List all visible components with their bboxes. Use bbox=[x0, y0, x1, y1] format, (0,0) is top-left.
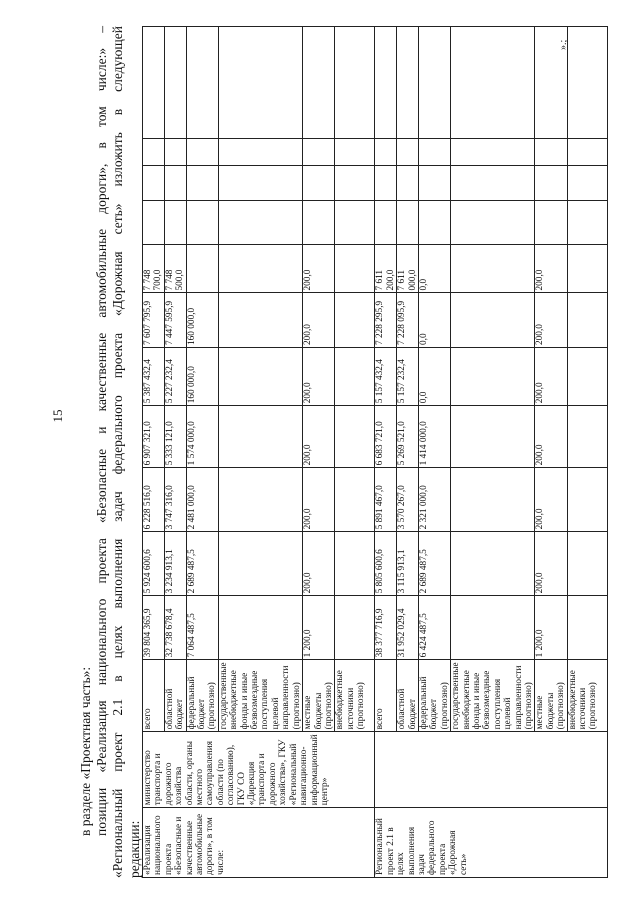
amount-cell: 1 414 000,0 bbox=[418, 406, 450, 468]
intro-text bbox=[78, 26, 143, 878]
amount-cell: 5 269 521,0 bbox=[397, 406, 419, 468]
amount-cell bbox=[567, 406, 607, 468]
amount-cell: 5 891 467,0 bbox=[375, 468, 397, 532]
intro-line-1: в разделе «Проектная часть»: bbox=[78, 666, 93, 836]
amount-cell bbox=[218, 347, 302, 405]
amount-cell bbox=[335, 406, 375, 468]
program-name-cell: «Реализация национального проекта «Безопасные и качественные автомобильные дороги», в том числе: bbox=[143, 808, 375, 878]
funding-source-cell: областной бюджет bbox=[397, 660, 419, 732]
empty-cell bbox=[535, 166, 567, 200]
empty-cell bbox=[186, 200, 218, 244]
empty-cell bbox=[335, 27, 375, 139]
empty-cell bbox=[218, 139, 302, 166]
amount-cell bbox=[451, 596, 535, 660]
empty-cell bbox=[143, 27, 165, 139]
empty-cell bbox=[303, 200, 335, 244]
funding-source-cell: федеральный бюджет (прогнозно) bbox=[186, 660, 218, 732]
funding-source-cell: местные бюджеты (прогнозно) bbox=[303, 660, 335, 732]
empty-cell bbox=[335, 200, 375, 244]
empty-cell bbox=[418, 200, 450, 244]
finance-table bbox=[142, 26, 608, 878]
empty-cell bbox=[218, 200, 302, 244]
amount-cell bbox=[451, 532, 535, 596]
closing-quote: ».; bbox=[558, 39, 569, 50]
amount-cell: 7 748 700,0 bbox=[143, 244, 165, 293]
funding-source-cell: всего bbox=[143, 660, 165, 732]
rotated-content bbox=[78, 26, 598, 878]
empty-cell bbox=[451, 166, 535, 200]
empty-cell bbox=[375, 166, 397, 200]
amount-cell bbox=[567, 347, 607, 405]
amount-cell: 5 157 432,4 bbox=[375, 347, 397, 405]
intro-line-4: редакции: bbox=[126, 820, 142, 878]
empty-cell bbox=[397, 139, 419, 166]
amount-cell bbox=[335, 347, 375, 405]
amount-cell: 3 234 913,1 bbox=[164, 532, 186, 596]
amount-cell bbox=[451, 406, 535, 468]
empty-cell bbox=[143, 166, 165, 200]
amount-cell: 2 689 487,5 bbox=[186, 532, 218, 596]
amount-cell: 1 200,0 bbox=[303, 596, 335, 660]
empty-cell bbox=[418, 27, 450, 139]
amount-cell bbox=[218, 596, 302, 660]
amount-cell bbox=[335, 468, 375, 532]
empty-cell bbox=[535, 200, 567, 244]
amount-cell: 32 738 678,4 bbox=[164, 596, 186, 660]
funding-source-cell: внебюджетные источники (прогнозно) bbox=[335, 660, 375, 732]
empty-cell bbox=[218, 166, 302, 200]
empty-cell bbox=[375, 27, 397, 139]
amount-cell: 6 683 721,0 bbox=[375, 406, 397, 468]
empty-cell bbox=[451, 27, 535, 139]
amount-cell: 0,0 bbox=[418, 293, 450, 347]
empty-cell bbox=[303, 139, 335, 166]
amount-cell bbox=[451, 468, 535, 532]
amount-cell bbox=[218, 293, 302, 347]
amount-cell: 6 424 487,5 bbox=[418, 596, 450, 660]
amount-cell: 6 907 321,0 bbox=[143, 406, 165, 468]
amount-cell bbox=[567, 532, 607, 596]
empty-cell bbox=[375, 200, 397, 244]
page-number: 15 bbox=[50, 409, 65, 423]
amount-cell: 3 115 913,1 bbox=[397, 532, 419, 596]
empty-cell bbox=[535, 139, 567, 166]
empty-cell bbox=[451, 200, 535, 244]
amount-cell: 2 321 000,0 bbox=[418, 468, 450, 532]
amount-cell: 200,0 bbox=[535, 532, 567, 596]
amount-cell: 200,0 bbox=[535, 244, 567, 293]
empty-cell bbox=[186, 27, 218, 139]
amount-cell bbox=[335, 244, 375, 293]
funding-source-cell: государственные внебюджетные фонды и иные безвозмездные поступления целевой направленности (прогнозно) bbox=[451, 660, 535, 732]
table-row bbox=[375, 27, 397, 878]
intro-line-2: позиции «Реализация национального проекта «Безопасные и качественные автомобильные дороги», в том числе:» – bbox=[94, 26, 110, 836]
amount-cell bbox=[567, 244, 607, 293]
amount-cell: 38 377 716,9 bbox=[375, 596, 397, 660]
table-row bbox=[143, 27, 165, 878]
executor-cell bbox=[375, 732, 607, 808]
empty-cell bbox=[567, 200, 607, 244]
amount-cell: 7 228 095,9 bbox=[397, 293, 419, 347]
funding-source-cell: федеральный бюджет (прогнозно) bbox=[418, 660, 450, 732]
empty-cell bbox=[375, 139, 397, 166]
amount-cell: 31 952 029,4 bbox=[397, 596, 419, 660]
empty-cell bbox=[418, 166, 450, 200]
empty-cell bbox=[567, 166, 607, 200]
amount-cell: 39 804 365,9 bbox=[143, 596, 165, 660]
empty-cell bbox=[335, 166, 375, 200]
amount-cell: 7 607 795,9 bbox=[143, 293, 165, 347]
amount-cell: 5 227 232,4 bbox=[164, 347, 186, 405]
amount-cell bbox=[218, 468, 302, 532]
funding-source-cell: внебюджетные источники (прогнозно) bbox=[567, 660, 607, 732]
empty-cell bbox=[186, 166, 218, 200]
empty-cell bbox=[451, 139, 535, 166]
amount-cell: 200,0 bbox=[303, 468, 335, 532]
amount-cell bbox=[218, 244, 302, 293]
amount-cell: 5 157 232,4 bbox=[397, 347, 419, 405]
amount-cell: 200,0 bbox=[303, 293, 335, 347]
executor-cell: министерство транспорта и дорожного хозяйства области, органы местного самоуправления области (по согласованию), ГКУ СО «Дирекция транспорта и дорожного хозяйства», ГКУ «Региональный навигационно-информационный центр» bbox=[143, 732, 375, 808]
amount-cell: 6 228 516,0 bbox=[143, 468, 165, 532]
amount-cell bbox=[567, 468, 607, 532]
funding-source-cell: местные бюджеты (прогнозно) bbox=[535, 660, 567, 732]
funding-source-cell: всего bbox=[375, 660, 397, 732]
amount-cell bbox=[451, 347, 535, 405]
empty-cell bbox=[143, 200, 165, 244]
empty-cell bbox=[164, 27, 186, 139]
empty-cell bbox=[303, 27, 335, 139]
empty-cell bbox=[218, 27, 302, 139]
empty-cell bbox=[397, 27, 419, 139]
amount-cell: 7 611 200,0 bbox=[375, 244, 397, 293]
empty-cell bbox=[164, 139, 186, 166]
empty-cell bbox=[164, 166, 186, 200]
amount-cell: 7 748 500,0 bbox=[164, 244, 186, 293]
amount-cell bbox=[335, 293, 375, 347]
amount-cell: 200,0 bbox=[535, 406, 567, 468]
funding-source-cell: государственные внебюджетные фонды и иные безвозмездные поступления целевой направленности (прогнозно) bbox=[218, 660, 302, 732]
amount-cell bbox=[335, 532, 375, 596]
empty-cell bbox=[335, 139, 375, 166]
amount-cell: 3 570 267,0 bbox=[397, 468, 419, 532]
amount-cell: 160 000,0 bbox=[186, 293, 218, 347]
amount-cell: 7 228 295,9 bbox=[375, 293, 397, 347]
amount-cell bbox=[567, 596, 607, 660]
amount-cell: 0,0 bbox=[418, 347, 450, 405]
amount-cell: 2 481 000,0 bbox=[186, 468, 218, 532]
empty-cell bbox=[164, 200, 186, 244]
amount-cell bbox=[451, 293, 535, 347]
amount-cell: 200,0 bbox=[303, 532, 335, 596]
amount-cell bbox=[218, 532, 302, 596]
amount-cell: 1 574 000,0 bbox=[186, 406, 218, 468]
amount-cell: 7 064 487,5 bbox=[186, 596, 218, 660]
amount-cell: 5 387 432,4 bbox=[143, 347, 165, 405]
amount-cell: 5 805 600,6 bbox=[375, 532, 397, 596]
amount-cell: 5 924 600,6 bbox=[143, 532, 165, 596]
amount-cell bbox=[567, 293, 607, 347]
empty-cell bbox=[567, 27, 607, 139]
amount-cell bbox=[335, 596, 375, 660]
empty-cell bbox=[397, 166, 419, 200]
intro-line-3: «Региональный проект 2.1 в целях выполнения задач федерального проекта «Дорожная сеть» изложить в следующей bbox=[110, 26, 126, 878]
empty-cell bbox=[186, 139, 218, 166]
amount-cell bbox=[218, 406, 302, 468]
amount-cell: 200,0 bbox=[535, 468, 567, 532]
amount-cell: 1 200,0 bbox=[535, 596, 567, 660]
funding-source-cell: областной бюджет bbox=[164, 660, 186, 732]
amount-cell: 200,0 bbox=[535, 293, 567, 347]
amount-cell: 200,0 bbox=[535, 347, 567, 405]
amount-cell: 160 000,0 bbox=[186, 347, 218, 405]
amount-cell: 2 689 487,5 bbox=[418, 532, 450, 596]
amount-cell: 5 333 121,0 bbox=[164, 406, 186, 468]
amount-cell: 7 447 595,9 bbox=[164, 293, 186, 347]
amount-cell: 7 611 000,0 bbox=[397, 244, 419, 293]
empty-cell bbox=[567, 139, 607, 166]
amount-cell bbox=[186, 244, 218, 293]
empty-cell bbox=[397, 200, 419, 244]
amount-cell: 3 747 316,0 bbox=[164, 468, 186, 532]
empty-cell bbox=[418, 139, 450, 166]
amount-cell: 200,0 bbox=[303, 347, 335, 405]
amount-cell: 0,0 bbox=[418, 244, 450, 293]
amount-cell: 200,0 bbox=[303, 406, 335, 468]
empty-cell bbox=[303, 166, 335, 200]
amount-cell bbox=[451, 244, 535, 293]
program-name-cell: Региональный проект 2.1 в целях выполнения задач федерального проекта «Дорожная сеть» bbox=[375, 808, 607, 878]
amount-cell: 200,0 bbox=[303, 244, 335, 293]
empty-cell bbox=[143, 139, 165, 166]
